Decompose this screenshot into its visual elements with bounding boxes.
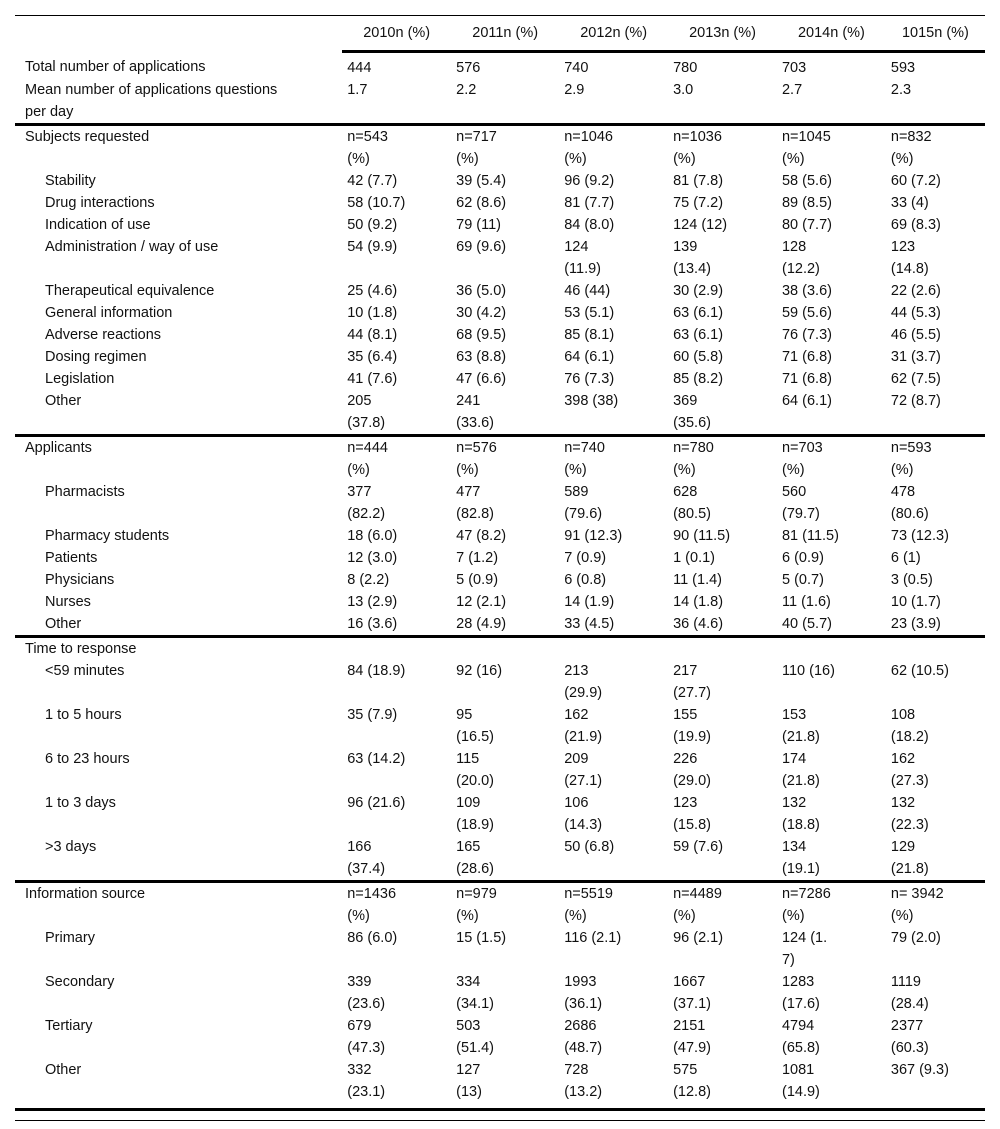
cell-value: n=1046 (%) — [559, 125, 668, 171]
section-header-row — [15, 637, 985, 661]
cell-value: 2151 (47.9) — [673, 1018, 711, 1056]
cell-value: 124 (11.9) — [564, 239, 602, 277]
cell-value: 90 (11.5) — [673, 528, 731, 544]
cell-value: 1119 (28.4) — [890, 974, 929, 1012]
cell-value: 11 (1.6) — [781, 594, 831, 610]
cell-value: 12 (3.0) — [347, 550, 398, 566]
row-label: Nurses — [45, 594, 91, 610]
cell-value: n=780 (%) — [668, 436, 777, 482]
cell-value: 42 (7.7) — [347, 173, 398, 189]
row-label: Other — [45, 616, 82, 632]
cell-value: 123 (14.8) — [890, 239, 929, 277]
cell-value: 13 (2.9) — [347, 594, 398, 610]
cell-value: 76 (7.3) — [781, 327, 832, 343]
row-label: Other — [45, 393, 82, 409]
cell-value: 123 (15.8) — [673, 795, 711, 833]
cell-value: 3 (0.5) — [890, 572, 933, 588]
column-header: 1015n (%) — [886, 16, 985, 52]
cell-value: 14 (1.8) — [673, 594, 724, 610]
row-label: Indication of use — [45, 217, 151, 233]
cell-value: 91 (12.3) — [564, 528, 623, 544]
section-header-row — [15, 52, 985, 80]
cell-value: 63 (8.8) — [456, 349, 507, 365]
cell-value: 63 (14.2) — [347, 751, 406, 767]
cell-value: 96 (2.1) — [673, 930, 724, 946]
cell-value: 14 (1.9) — [564, 594, 615, 610]
cell-value: 84 (18.9) — [347, 663, 406, 679]
cell-value: 59 (5.6) — [781, 305, 832, 321]
cell-value: n=4489 (%) — [668, 882, 777, 928]
table-row — [15, 836, 985, 882]
cell-value: 165 (28.6) — [456, 839, 495, 877]
cell-value: 33 (4.5) — [564, 616, 615, 632]
row-label: <59 minutes — [45, 663, 125, 679]
cell-value: 71 (6.8) — [781, 371, 832, 387]
cell-value: 217 (27.7) — [673, 663, 711, 701]
row-label: Dosing regimen — [45, 349, 147, 365]
cell-value: 108 (18.2) — [890, 707, 929, 745]
cell-value: 2.2 — [456, 82, 477, 98]
cell-value — [668, 637, 777, 661]
cell-value: 128 (12.2) — [781, 239, 820, 277]
cell-value: 4794 (65.8) — [781, 1018, 820, 1056]
cell-value: 36 (5.0) — [456, 283, 507, 299]
cell-value: 1993 (36.1) — [564, 974, 603, 1012]
cell-value: 110 (16) — [781, 663, 835, 679]
row-label: Tertiary — [45, 1018, 93, 1034]
cell-value: 23 (3.9) — [890, 616, 941, 632]
cell-value: 69 (9.6) — [456, 239, 507, 255]
cell-value: 106 (14.3) — [564, 795, 603, 833]
cell-value: 124 (1. 7) — [781, 930, 828, 968]
cell-value: n=543 (%) — [342, 125, 451, 171]
cell-value: 11 (1.4) — [673, 572, 722, 588]
cell-value: 25 (4.6) — [347, 283, 398, 299]
cell-value — [559, 637, 668, 661]
row-label: Patients — [45, 550, 98, 566]
cell-value: 740 — [564, 60, 589, 76]
cell-value: 444 — [347, 60, 372, 76]
cell-value: 132 (18.8) — [781, 795, 820, 833]
cell-value: n= 3942 (%) — [886, 882, 985, 928]
section-header-row — [15, 125, 985, 171]
cell-value: 703 — [781, 60, 807, 76]
cell-value: 129 (21.8) — [890, 839, 929, 877]
table-row — [15, 927, 985, 971]
cell-value: 127 (13) — [456, 1062, 482, 1100]
row-label: 6 to 23 hours — [45, 751, 130, 767]
cell-value: 162 (27.3) — [890, 751, 929, 789]
cell-value: 33 (4) — [890, 195, 929, 211]
cell-value: n=576 (%) — [451, 436, 559, 482]
table-row — [15, 214, 985, 236]
cell-value: 3.0 — [673, 82, 694, 98]
table-row — [15, 170, 985, 192]
table-row — [15, 748, 985, 792]
row-label: Administration / way of use — [45, 239, 219, 255]
cell-value: 132 (22.3) — [890, 795, 929, 833]
cell-value: 63 (6.1) — [673, 327, 724, 343]
row-label: Primary — [45, 930, 95, 946]
cell-value: 85 (8.2) — [673, 371, 724, 387]
table-row — [15, 236, 985, 280]
cell-value: 628 (80.5) — [673, 484, 711, 522]
cell-value: n=1036 (%) — [668, 125, 777, 171]
row-label: >3 days — [45, 839, 97, 855]
row-label: General information — [45, 305, 173, 321]
cell-value: 124 (12) — [673, 217, 728, 233]
cell-value: 16 (3.6) — [347, 616, 398, 632]
table-row — [15, 368, 985, 390]
row-label: Information source — [15, 882, 342, 928]
cell-value: 155 (19.9) — [673, 707, 711, 745]
cell-value: 60 (5.8) — [673, 349, 724, 365]
cell-value: 15 (1.5) — [456, 930, 507, 946]
cell-value: 780 — [673, 60, 698, 76]
cell-value: 35 (6.4) — [347, 349, 398, 365]
cell-value: 334 (34.1) — [456, 974, 495, 1012]
cell-value: n=5519 (%) — [559, 882, 668, 928]
cell-value: 79 (2.0) — [890, 930, 941, 946]
table-row — [15, 792, 985, 836]
cell-value: 593 — [890, 60, 916, 76]
cell-value: 332 (23.1) — [347, 1062, 386, 1100]
cell-value: n=740 (%) — [559, 436, 668, 482]
cell-value: 478 (80.6) — [890, 484, 929, 522]
cell-value: 75 (7.2) — [673, 195, 724, 211]
cell-value: 47 (8.2) — [456, 528, 507, 544]
cell-value: 1283 (17.6) — [781, 974, 820, 1012]
cell-value: 62 (7.5) — [890, 371, 941, 387]
cell-value: 10 (1.8) — [347, 305, 398, 321]
table-header-row — [15, 16, 985, 52]
cell-value: 73 (12.3) — [890, 528, 949, 544]
cell-value: 50 (6.8) — [564, 839, 615, 855]
cell-value: 53 (5.1) — [564, 305, 615, 321]
cell-value: 62 (10.5) — [890, 663, 949, 679]
cell-value: 47 (6.6) — [456, 371, 507, 387]
table-row — [15, 613, 985, 637]
cell-value: 5 (0.7) — [781, 572, 824, 588]
cell-value: 6 (1) — [890, 550, 921, 566]
table-row — [15, 280, 985, 302]
cell-value: 115 (20.0) — [456, 751, 495, 789]
cell-value: 28 (4.9) — [456, 616, 507, 632]
table-bottom-rule — [15, 1108, 985, 1111]
cell-value — [886, 637, 985, 661]
cell-value: 40 (5.7) — [781, 616, 832, 632]
cell-value: 679 (47.3) — [347, 1018, 386, 1056]
row-label: Physicians — [45, 572, 115, 588]
row-label: Time to response — [15, 637, 342, 661]
cell-value: n=1045 (%) — [777, 125, 886, 171]
table-row — [15, 569, 985, 591]
cell-value: 35 (7.9) — [347, 707, 398, 723]
column-header: 2012n (%) — [559, 16, 668, 52]
table-row — [15, 346, 985, 368]
row-label: 1 to 3 days — [45, 795, 116, 811]
cell-value: n=7286 (%) — [777, 882, 886, 928]
cell-value: n=1436 (%) — [342, 882, 451, 928]
cell-value: 81 (7.8) — [673, 173, 724, 189]
cell-value: 81 (11.5) — [781, 528, 839, 544]
cell-value: 503 (51.4) — [456, 1018, 495, 1056]
row-label: Therapeutical equivalence — [45, 283, 215, 299]
cell-value: 109 (18.9) — [456, 795, 495, 833]
cell-value: n=832 (%) — [886, 125, 985, 171]
cell-value: 31 (3.7) — [890, 349, 941, 365]
cell-value: 80 (7.7) — [781, 217, 832, 233]
cell-value: 46 (44) — [564, 283, 611, 299]
table-row — [15, 481, 985, 525]
row-label: Total number of applications — [25, 58, 206, 75]
table-row — [15, 302, 985, 324]
cell-value: 68 (9.5) — [456, 327, 507, 343]
cell-value: 560 (79.7) — [781, 484, 820, 522]
cell-value: 162 (21.9) — [564, 707, 603, 745]
cell-value: 46 (5.5) — [890, 327, 941, 343]
cell-value: n=979 (%) — [451, 882, 559, 928]
cell-value: 6 (0.8) — [564, 572, 607, 588]
cell-value: 44 (5.3) — [890, 305, 941, 321]
row-label: Adverse reactions — [45, 327, 162, 343]
cell-value: 64 (6.1) — [564, 349, 615, 365]
cell-value: 38 (3.6) — [781, 283, 832, 299]
cell-value: 1081 (14.9) — [781, 1062, 820, 1100]
cell-value: 377 (82.2) — [347, 484, 386, 522]
cell-value: 64 (6.1) — [781, 393, 832, 409]
section-header-row — [15, 79, 985, 125]
cell-value: 58 (5.6) — [781, 173, 832, 189]
row-label: Drug interactions — [45, 195, 155, 211]
cell-value: 12 (2.1) — [456, 594, 507, 610]
cell-value — [342, 637, 451, 661]
row-label: 1 to 5 hours — [45, 707, 122, 723]
cell-value: 134 (19.1) — [781, 839, 820, 877]
cell-value: 174 (21.8) — [781, 751, 820, 789]
cell-value: 95 (16.5) — [456, 707, 495, 745]
table-row — [15, 591, 985, 613]
cell-value: 10 (1.7) — [890, 594, 941, 610]
cell-value: 1.7 — [347, 82, 368, 98]
cell-value — [451, 637, 559, 661]
cell-value: 575 (12.8) — [673, 1062, 711, 1100]
cell-value: 86 (6.0) — [347, 930, 398, 946]
cell-value: 54 (9.9) — [347, 239, 398, 255]
section-header-row — [15, 436, 985, 482]
cell-value: 59 (7.6) — [673, 839, 724, 855]
cell-value: 44 (8.1) — [347, 327, 398, 343]
cell-value: 576 — [456, 60, 481, 76]
table-row — [15, 525, 985, 547]
cell-value: 477 (82.8) — [456, 484, 495, 522]
cell-value: 30 (2.9) — [673, 283, 724, 299]
cell-value: 8 (2.2) — [347, 572, 390, 588]
cell-value: 7 (0.9) — [564, 550, 607, 566]
cell-value: 50 (9.2) — [347, 217, 398, 233]
cell-value: 84 (8.0) — [564, 217, 615, 233]
row-label: Other — [45, 1062, 82, 1078]
cell-value: 81 (7.7) — [564, 195, 615, 211]
cell-value: 209 (27.1) — [564, 751, 603, 789]
table-row — [15, 971, 985, 1015]
table-row — [15, 1015, 985, 1059]
cell-value: 2.9 — [564, 82, 585, 98]
section-header-row — [15, 882, 985, 928]
row-label: Pharmacists — [45, 484, 125, 500]
column-header: 2013n (%) — [668, 16, 777, 52]
cell-value: n=717 (%) — [451, 125, 559, 171]
cell-value: 241 (33.6) — [456, 393, 495, 431]
cell-value: 728 (13.2) — [564, 1062, 603, 1100]
table-bottom-rule-thin — [15, 1120, 985, 1121]
header-blank-cell — [15, 16, 342, 52]
cell-value: 2.7 — [781, 82, 803, 98]
table-row — [15, 324, 985, 346]
cell-value: 69 (8.3) — [890, 217, 941, 233]
row-label: Stability — [45, 173, 96, 189]
cell-value: n=593 (%) — [886, 436, 985, 482]
table-row — [15, 1059, 985, 1108]
cell-value: 63 (6.1) — [673, 305, 724, 321]
row-label: Subjects requested — [15, 125, 342, 171]
row-label: Secondary — [45, 974, 115, 990]
cell-value: 72 (8.7) — [890, 393, 941, 409]
cell-value: 116 (2.1) — [564, 930, 622, 946]
cell-value: 36 (4.6) — [673, 616, 724, 632]
column-header: 2010n (%) — [342, 16, 451, 52]
row-label: Pharmacy students — [45, 528, 170, 544]
cell-value: 153 (21.8) — [781, 707, 820, 745]
cell-value: 41 (7.6) — [347, 371, 398, 387]
table-row — [15, 660, 985, 704]
cell-value: 7 (1.2) — [456, 550, 499, 566]
column-header: 2011n (%) — [451, 16, 559, 52]
cell-value: 96 (9.2) — [564, 173, 615, 189]
table-row — [15, 547, 985, 569]
cell-value: 166 (37.4) — [347, 839, 386, 877]
cell-value: 139 (13.4) — [673, 239, 711, 277]
cell-value: 2377 (60.3) — [890, 1018, 929, 1056]
cell-value: 5 (0.9) — [456, 572, 499, 588]
cell-value: 76 (7.3) — [564, 371, 615, 387]
cell-value: 2686 (48.7) — [564, 1018, 603, 1056]
cell-value: 58 (10.7) — [347, 195, 406, 211]
statistics-table — [15, 15, 985, 1108]
cell-value: 71 (6.8) — [781, 349, 832, 365]
cell-value: 62 (8.6) — [456, 195, 507, 211]
cell-value: n=444 (%) — [342, 436, 451, 482]
table-row — [15, 704, 985, 748]
cell-value: 369 (35.6) — [673, 393, 711, 431]
cell-value: 1667 (37.1) — [673, 974, 711, 1012]
cell-value: n=703 (%) — [777, 436, 886, 482]
cell-value: 226 (29.0) — [673, 751, 711, 789]
cell-value: 22 (2.6) — [890, 283, 941, 299]
cell-value: 367 (9.3) — [890, 1062, 949, 1078]
cell-value: 96 (21.6) — [347, 795, 406, 811]
cell-value: 213 (29.9) — [564, 663, 603, 701]
row-label: Mean number of applications questions per day — [25, 82, 278, 120]
table-row — [15, 192, 985, 214]
cell-value: 6 (0.9) — [781, 550, 824, 566]
cell-value: 30 (4.2) — [456, 305, 507, 321]
cell-value: 39 (5.4) — [456, 173, 507, 189]
cell-value: 89 (8.5) — [781, 195, 832, 211]
cell-value: 79 (11) — [456, 217, 501, 233]
cell-value: 339 (23.6) — [347, 974, 386, 1012]
column-header: 2014n (%) — [777, 16, 886, 52]
cell-value: 2.3 — [890, 82, 912, 98]
cell-value: 398 (38) — [564, 393, 619, 409]
row-label: Legislation — [45, 371, 115, 387]
cell-value: 92 (16) — [456, 663, 503, 679]
cell-value: 205 (37.8) — [347, 393, 386, 431]
table-row — [15, 390, 985, 436]
cell-value: 589 (79.6) — [564, 484, 603, 522]
cell-value: 1 (0.1) — [673, 550, 716, 566]
cell-value: 60 (7.2) — [890, 173, 941, 189]
cell-value: 18 (6.0) — [347, 528, 398, 544]
row-label: Applicants — [15, 436, 342, 482]
cell-value: 85 (8.1) — [564, 327, 615, 343]
cell-value — [777, 637, 886, 661]
